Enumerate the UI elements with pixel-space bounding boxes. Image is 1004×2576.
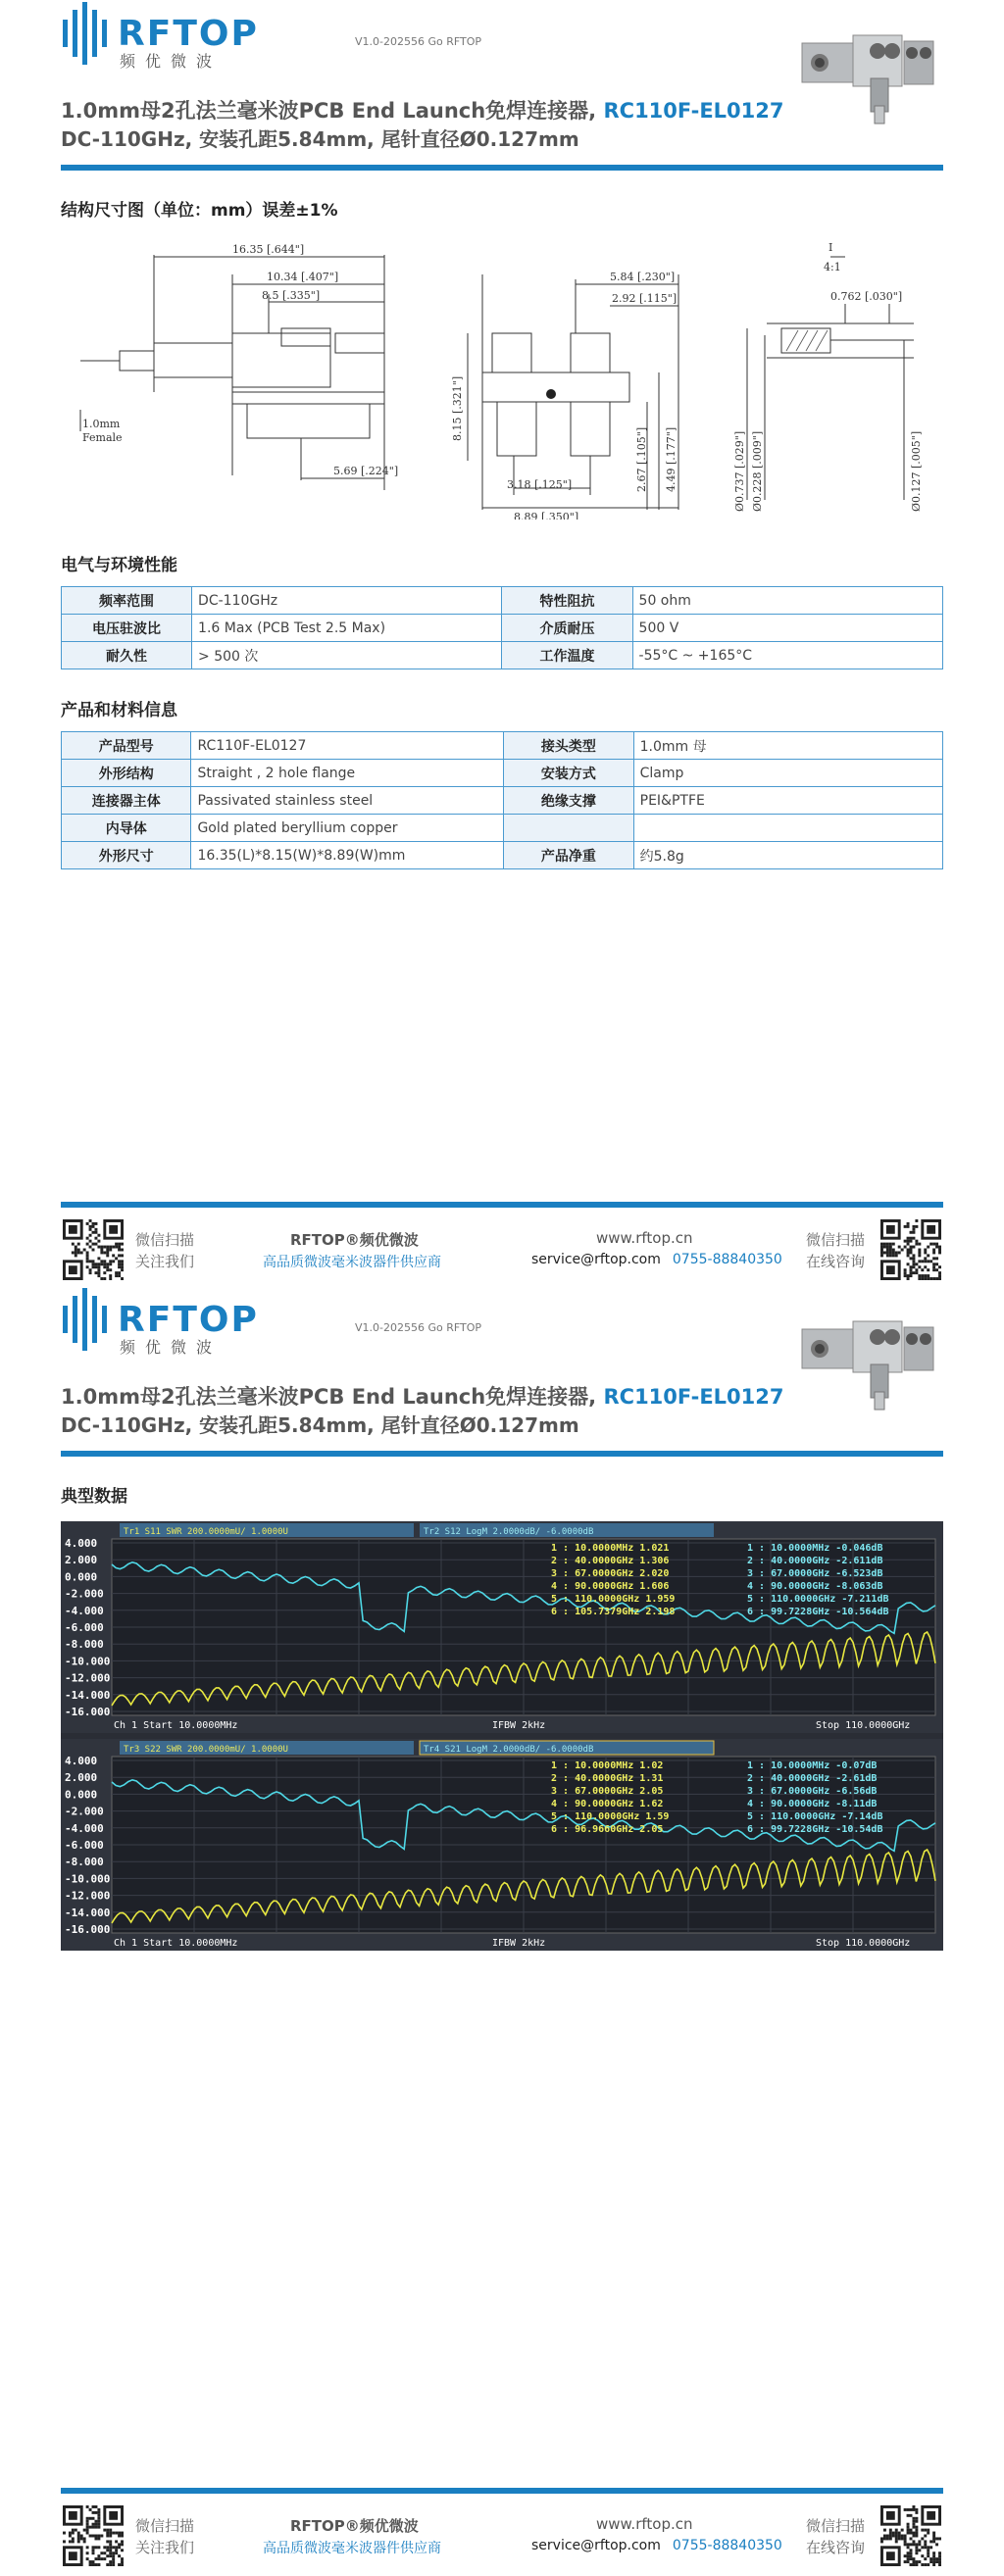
part-number: RC110F-EL0127 [603,1385,784,1409]
footer-contact [531,1252,782,1267]
material-label-2: 绝缘支撑 [504,787,633,815]
vna-y-tick: -16.000 [65,1923,111,1936]
vna-y-tick: -14.000 [65,1906,111,1919]
product-title: 1.0mm母2孔法兰毫米波PCB End Launch免焊连接器, RC110F-EL0127 [61,1385,784,1409]
dim-8-5: 8.5 [.335"] [262,289,321,302]
footer-scan-1: 微信扫描 [135,1231,195,1249]
vna-y-tick: -4.000 [65,1604,104,1617]
vna-y-tick: 2.000 [65,1771,98,1785]
footer-scan-1: 微信扫描 [135,2517,195,2535]
electrical-value: 1.6 Max (PCB Test 2.5 Max) [192,615,502,642]
electrical-row [62,642,943,669]
vna-stop-label: Stop 110.0000GHz [816,1938,911,1949]
material-row [62,760,943,787]
vna-marker-left: 6 : 96.9660GHz 2.05 [551,1824,664,1835]
material-label: 外形结构 [62,760,191,787]
footer-consult: 在线咨询 [806,1253,866,1270]
dim-0-127: Ø0.127 [.005"] [910,430,923,512]
vna-y-tick: -6.000 [65,1621,104,1634]
vna-marker-left: 4 : 90.0000GHz 1.62 [551,1799,664,1809]
material-label-2 [504,815,633,842]
dim-10-34: 10.34 [.407"] [267,271,339,283]
material-value-2: 1.0mm 母 [633,732,942,760]
vna-marker-left: 2 : 40.0000GHz 1.31 [551,1773,664,1784]
footer-website[interactable]: www.rftop.cn [596,2515,693,2533]
footer-email[interactable]: service@rftop.com [531,2538,661,2553]
footer-divider [61,2488,943,2494]
vna-y-tick: -2.000 [65,1805,104,1818]
version-label: V1.0-202556 Go RFTOP [355,35,482,48]
vna-marker-right: 2 : 40.0000GHz -2.61dB [747,1773,878,1784]
product-photo [794,1306,941,1413]
vna-y-tick: 4.000 [65,1537,98,1550]
footer [0,2488,1004,2576]
footer-scan-2: 微信扫描 [806,1231,866,1249]
dim-3-18: 3.18 [.125"] [507,478,573,491]
vna-y-tick: 0.000 [65,1788,98,1802]
section-title-typical: 典型数据 [61,1487,127,1507]
footer-follow: 关注我们 [135,2539,195,2556]
dimension-drawing [61,235,943,520]
vna-y-tick: -8.000 [65,1638,104,1652]
product-subtitle: DC-110GHz, 安装孔距5.84mm, 尾针直径Ø0.127mm [61,1413,579,1437]
datasheet-page-2 [0,1286,1004,2572]
vna-y-tick: -10.000 [65,1872,111,1886]
dim-0-762: 0.762 [.030"] [830,290,903,303]
vna-trace-2-label: Tr4 S21 LogM 2.0000dB/ -6.0000dB [424,1745,594,1755]
dim-8-89: 8.89 [.350"] [514,511,579,520]
vna-marker-left: 4 : 90.0000GHz 1.606 [551,1581,670,1592]
dim-2-92: 2.92 [.115"] [612,292,678,305]
vna-y-tick: -6.000 [65,1839,104,1852]
vna-marker-right: 4 : 90.0000GHz -8.11dB [747,1799,878,1809]
material-row [62,815,943,842]
product-subtitle: DC-110GHz, 安装孔距5.84mm, 尾针直径Ø0.127mm [61,127,579,151]
dim-8-15: 8.15 [.321"] [451,375,464,441]
footer-slogan: 高品质微波毫米波器件供应商 [263,1255,441,1270]
footer-website[interactable]: www.rftop.cn [596,1229,693,1247]
material-value: RC110F-EL0127 [191,732,504,760]
vna-marker-left: 2 : 40.0000GHz 1.306 [551,1556,670,1566]
footer-scan-2: 微信扫描 [806,2517,866,2535]
material-label: 连接器主体 [62,787,191,815]
section-title-materials: 产品和材料信息 [61,701,177,720]
vna-stop-label: Stop 110.0000GHz [816,1720,911,1731]
vna-marker-left: 3 : 67.0000GHz 2.020 [551,1568,670,1579]
material-row [62,732,943,760]
vna-y-tick: 2.000 [65,1554,98,1567]
electrical-label-2: 特性阻抗 [502,587,632,615]
dim-2-67: 2.67 [.105"] [635,426,648,492]
vna-marker-right: 5 : 110.0000GHz -7.14dB [747,1811,883,1822]
material-value-2: Clamp [633,760,942,787]
dim-1-0mm: 1.0mm [82,418,121,430]
electrical-value: DC-110GHz [192,587,502,615]
material-label-2: 安装方式 [504,760,633,787]
vna-y-tick: -16.000 [65,1706,111,1718]
vna-y-tick: -4.000 [65,1821,104,1835]
vna-trace-1-label: Tr3 S22 SWR 200.0000mU/ 1.0000U [124,1745,288,1755]
vna-marker-right: 1 : 10.0000MHz -0.07dB [747,1760,878,1771]
vna-marker-left: 6 : 105.7379GHz 2.198 [551,1607,676,1617]
vna-marker-right: 3 : 67.0000GHz -6.56dB [747,1786,878,1797]
vna-measurement-screenshot [61,1521,943,1951]
electrical-label: 频率范围 [62,587,192,615]
vna-marker-right: 6 : 99.7228GHz -10.564dB [747,1607,889,1617]
section-title-structure: 结构尺寸图（单位：mm）误差±1% [61,201,338,221]
dim-4-49: 4.49 [.177"] [665,426,678,492]
qr-code-follow[interactable] [63,2505,124,2566]
vna-marker-left: 3 : 67.0000GHz 2.05 [551,1786,664,1797]
dim-5-69: 5.69 [.224"] [333,465,399,477]
vna-marker-right: 1 : 10.0000MHz -0.046dB [747,1543,883,1554]
dim-5-84: 5.84 [.230"] [610,271,676,283]
footer-phone: 0755-88840350 [672,1252,782,1267]
material-value-2 [633,815,942,842]
vna-y-tick: -10.000 [65,1655,111,1668]
material-label-2: 接头类型 [504,732,633,760]
vna-marker-right: 4 : 90.0000GHz -8.063dB [747,1581,883,1592]
vna-y-tick: -14.000 [65,1688,111,1702]
datasheet-page-1 [0,0,1004,1286]
footer [0,1202,1004,1290]
material-value: Gold plated beryllium copper [191,815,504,842]
footer-follow: 关注我们 [135,1253,195,1270]
material-value: Straight , 2 hole flange [191,760,504,787]
electrical-value-2: 500 V [632,615,942,642]
detail-scale: 4:1 [824,261,841,273]
vna-marker-left: 1 : 10.0000MHz 1.021 [551,1543,670,1554]
vna-start-label: Ch 1 Start 10.0000MHz [114,1938,238,1949]
qr-code-follow[interactable] [63,1219,124,1280]
footer-consult: 在线咨询 [806,2539,866,2556]
header-divider [61,1451,943,1457]
vna-trace-2-label: Tr2 S12 LogM 2.0000dB/ -6.0000dB [424,1527,594,1537]
electrical-row [62,615,943,642]
material-label: 内导体 [62,815,191,842]
materials-table [61,731,943,869]
electrical-label-2: 介质耐压 [502,615,632,642]
vna-y-tick: 4.000 [65,1755,98,1767]
footer-slogan: 高品质微波毫米波器件供应商 [263,2541,441,2556]
electrical-value: > 500 次 [192,642,502,669]
vna-start-label: Ch 1 Start 10.0000MHz [114,1720,238,1731]
vna-trace-1-label: Tr1 S11 SWR 200.0000mU/ 1.0000U [124,1527,288,1537]
footer-brand: RFTOP®频优微波 [290,2517,419,2535]
vna-marker-left: 1 : 10.0000MHz 1.02 [551,1760,664,1771]
material-value-2: 约5.8g [633,842,942,869]
vna-marker-right: 3 : 67.0000GHz -6.523dB [747,1568,883,1579]
product-title: 1.0mm母2孔法兰毫米波PCB End Launch免焊连接器, RC110F-EL0127 [61,99,784,123]
material-row [62,787,943,815]
material-label-2: 产品净重 [504,842,633,869]
vna-marker-left: 5 : 110.0000GHz 1.59 [551,1811,670,1822]
footer-divider [61,1202,943,1208]
dim-16-35: 16.35 [.644"] [232,243,305,256]
version-label: V1.0-202556 Go RFTOP [355,1321,482,1334]
dim-0-737: Ø0.737 [.029"] [733,430,746,512]
footer-contact [531,2538,782,2553]
electrical-label: 耐久性 [62,642,192,669]
electrical-value-2: 50 ohm [632,587,942,615]
vna-marker-right: 2 : 40.0000GHz -2.611dB [747,1556,883,1566]
material-label: 产品型号 [62,732,191,760]
svg-text:RFTOP: RFTOP [118,14,259,54]
section-title-electrical: 电气与环境性能 [61,556,177,575]
part-number: RC110F-EL0127 [603,99,784,123]
detail-label: I [828,241,833,254]
dim-0-228: Ø0.228 [.009"] [751,430,764,512]
vna-ifbw-label: IFBW 2kHz [492,1938,546,1949]
material-label: 外形尺寸 [62,842,191,869]
vna-y-tick: -8.000 [65,1856,104,1869]
header-divider [61,165,943,171]
svg-text:RFTOP: RFTOP [118,1300,259,1340]
vna-ifbw-label: IFBW 2kHz [492,1720,546,1731]
footer-email[interactable]: service@rftop.com [531,1252,661,1267]
electrical-label-2: 工作温度 [502,642,632,669]
vna-y-tick: -12.000 [65,1671,111,1685]
vna-y-tick: 0.000 [65,1570,98,1584]
vna-y-tick: -2.000 [65,1587,104,1601]
qr-code-consult[interactable] [880,1219,941,1280]
material-value-2: PEI&PTFE [633,787,942,815]
qr-code-consult[interactable] [880,2505,941,2566]
vna-marker-right: 6 : 99.7228GHz -10.54dB [747,1824,883,1835]
vna-marker-left: 5 : 110.0000GHz 1.959 [551,1594,676,1605]
brand-chinese-name: 频优微波 [120,1338,223,1357]
material-value: Passivated stainless steel [191,787,504,815]
vna-marker-right: 5 : 110.0000GHz -7.211dB [747,1594,889,1605]
footer-phone: 0755-88840350 [672,2538,782,2553]
footer-brand: RFTOP®频优微波 [290,1231,419,1249]
product-photo [794,20,941,127]
electrical-row [62,587,943,615]
material-value: 16.35(L)*8.15(W)*8.89(W)mm [191,842,504,869]
electrical-value-2: -55°C ~ +165°C [632,642,942,669]
electrical-table [61,586,943,669]
material-row [62,842,943,869]
brand-chinese-name: 频优微波 [120,52,223,71]
electrical-label: 电压驻波比 [62,615,192,642]
dim-female: Female [82,431,123,444]
vna-y-tick: -12.000 [65,1889,111,1903]
